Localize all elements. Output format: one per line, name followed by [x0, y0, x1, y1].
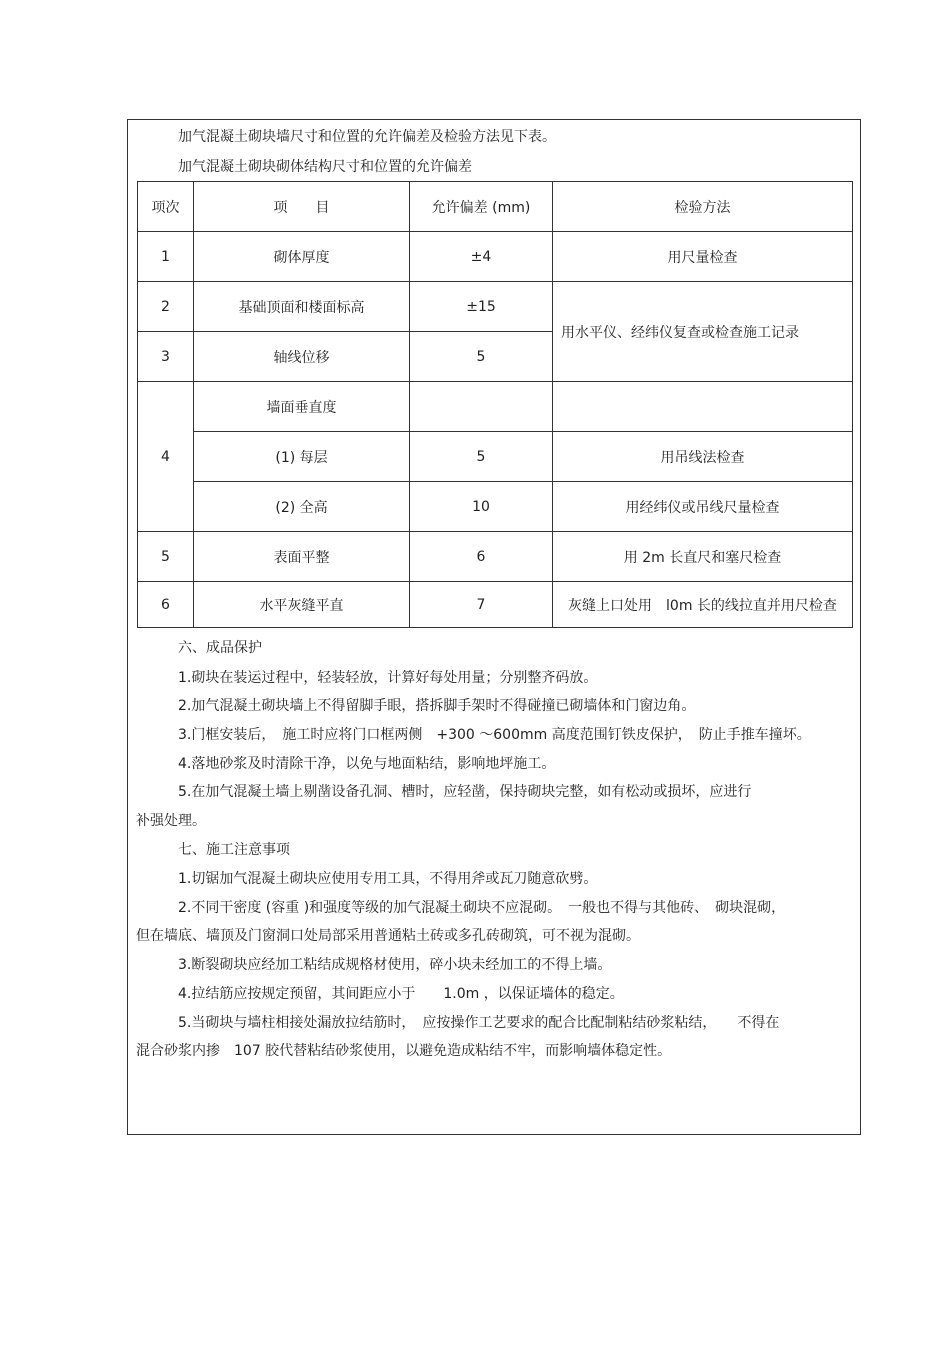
row-tolerance: 6 — [410, 532, 553, 582]
row-tolerance — [410, 382, 553, 432]
section-heading: 六、成品保护 — [178, 640, 262, 656]
row-number: 6 — [138, 582, 194, 628]
header-cell: 检验方法 — [553, 182, 853, 232]
row-item: 表面平整 — [194, 532, 410, 582]
paragraph-line: 2.加气混凝土砌块墙上不得留脚手眼，搭拆脚手架时不得碰撞已砌墙体和门窗边角。 — [178, 698, 696, 714]
table-title: 加气混凝土砌块砌体结构尺寸和位置的允许偏差 — [178, 159, 472, 175]
row-tolerance: 10 — [410, 482, 553, 532]
row-method: 用水平仪、经纬仪复查或检查施工记录 — [553, 282, 853, 382]
table-header-row — [138, 182, 853, 232]
paragraph-line: 混合砂浆内掺 107 胶代替粘结砂浆使用，以避免造成粘结不牢，而影响墙体稳定性。 — [136, 1043, 672, 1059]
paragraph-line: 1.切锯加气混凝土砌块应使用专用工具，不得用斧或瓦刀随意砍劈。 — [178, 871, 598, 887]
row-method: 用尺量检查 — [553, 232, 853, 282]
paragraph-line: 4.拉结筋应按规定预留，其间距应小于 1.0m ，以保证墙体的稳定。 — [178, 986, 624, 1002]
header-cell: 项次 — [138, 182, 194, 232]
row-item: 砌体厚度 — [194, 232, 410, 282]
row-method: 用经纬仪或吊线尺量检查 — [553, 482, 853, 532]
row-tolerance: ±15 — [410, 282, 553, 332]
intro-text: 加气混凝土砌块墙尺寸和位置的允许偏差及检验方法见下表。 — [178, 129, 556, 145]
row-method: 用 2m 长直尺和塞尺检查 — [553, 532, 853, 582]
row-tolerance: ±4 — [410, 232, 553, 282]
row-tolerance: 5 — [410, 432, 553, 482]
table-row — [138, 432, 853, 482]
paragraph-line: 4.落地砂浆及时清除干净，以免与地面粘结，影响地坪施工。 — [178, 756, 556, 772]
row-item: 水平灰缝平直 — [194, 582, 410, 628]
paragraph-line: 1.砌块在装运过程中，轻装轻放，计算好每处用量；分别整齐码放。 — [178, 670, 598, 686]
row-number: 1 — [138, 232, 194, 282]
paragraph-line: 5.当砌块与墙柱相接处漏放拉结筋时， 应按操作工艺要求的配合比配制粘结砂浆粘结， 不得在 — [178, 1015, 780, 1031]
row-method: 用吊线法检查 — [553, 432, 853, 482]
paragraph-line: 2.不同干密度 (容重 )和强度等级的加气混凝土砌块不应混砌。 一般也不得与其他砖、 砌块混砌， — [178, 900, 786, 916]
paragraph-line: 3.断裂砌块应经加工粘结成规格材使用，碎小块未经加工的不得上墙。 — [178, 957, 612, 973]
paragraph-line: 但在墙底、墙顶及门窗洞口处局部采用普通粘土砖或多孔砖砌筑，可不视为混砌。 — [136, 928, 640, 944]
table-row — [138, 582, 853, 628]
row-item: (2) 全高 — [194, 482, 410, 532]
table-row — [138, 232, 853, 282]
row-item: 轴线位移 — [194, 332, 410, 382]
table-row — [138, 532, 853, 582]
table-row — [138, 482, 853, 532]
row-number: 5 — [138, 532, 194, 582]
paragraph-line: 补强处理。 — [136, 813, 206, 829]
header-cell: 允许偏差 (mm) — [410, 182, 553, 232]
row-number: 4 — [138, 382, 194, 532]
row-number: 2 — [138, 282, 194, 332]
tolerance-table — [137, 181, 853, 628]
table-row — [138, 282, 853, 332]
header-cell: 项 目 — [194, 182, 410, 232]
row-item: 基础顶面和楼面标高 — [194, 282, 410, 332]
row-item: 墙面垂直度 — [194, 382, 410, 432]
row-method — [553, 382, 853, 432]
row-tolerance: 7 — [410, 582, 553, 628]
row-method: 灰缝上口处用 l0m 长的线拉直并用尺检查 — [553, 582, 853, 628]
table-row — [138, 382, 853, 432]
row-tolerance: 5 — [410, 332, 553, 382]
row-item: (1) 每层 — [194, 432, 410, 482]
paragraph-line: 3.门框安装后， 施工时应将门口框两侧 +300 ～600mm 高度范围钉铁皮保护， 防止手推车撞坏。 — [178, 727, 811, 743]
paragraph-line: 5.在加气混凝土墙上剔凿设备孔洞、槽时，应轻凿，保持砌块完整，如有松动或损坏，应进行 — [178, 784, 752, 800]
row-number: 3 — [138, 332, 194, 382]
section-heading: 七、施工注意事项 — [178, 842, 290, 858]
